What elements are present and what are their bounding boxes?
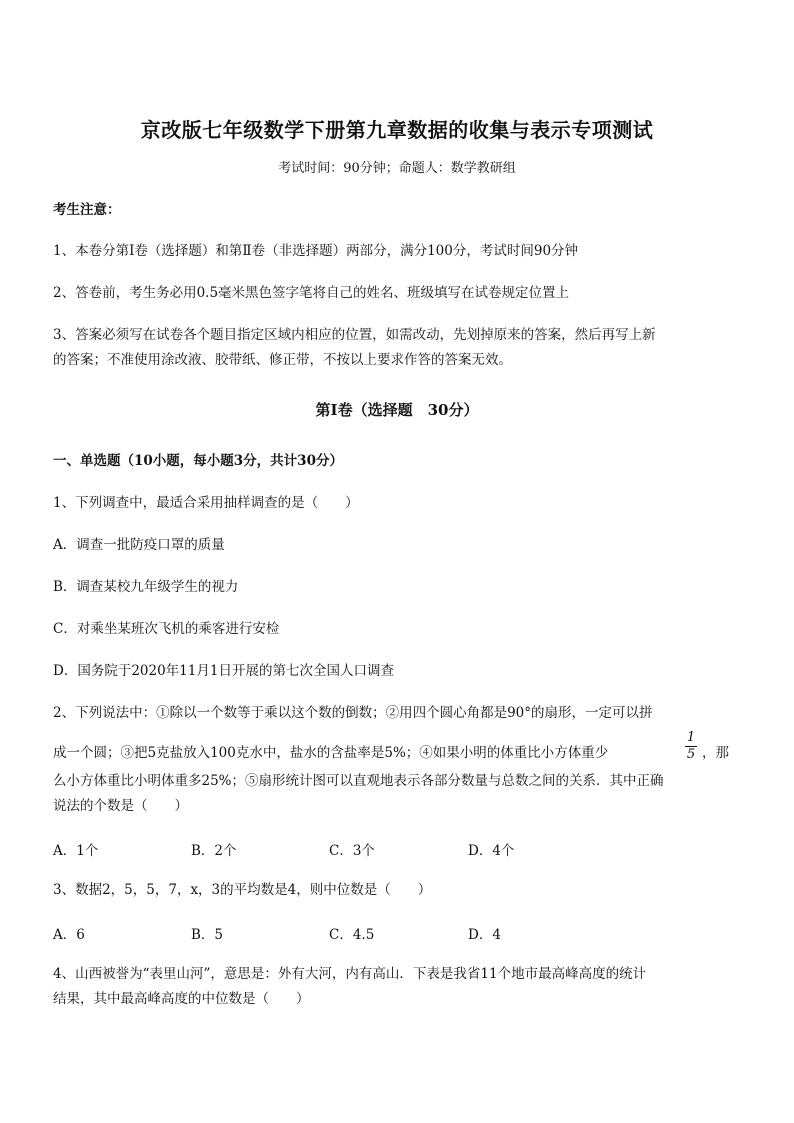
question-2-option-d: D．4个 xyxy=(468,843,515,859)
question-2-option-b: B．2个 xyxy=(191,843,237,859)
question-2-line-3: 么小方体重比小明体重多25%；⑤扇形统计图可以直观地表示各部分数量与总数之间的关系．其中正确 xyxy=(53,773,664,789)
question-2-line-4: 说法的个数是（ ） xyxy=(53,798,188,814)
question-2-line-1: 2、下列说法中：①除以一个数等于乘以这个数的倒数；②用四个圆心角都是90°的扇形，一定可以拼 xyxy=(53,705,653,721)
question-3-option-c: C．4.5 xyxy=(329,927,375,943)
question-4-line-1: 4、山西被誉为“表里山河”，意思是：外有大河，内有高山．下表是我省11个地市最高峰高度的统计 xyxy=(53,966,647,982)
question-3-option-d: D．4 xyxy=(468,927,501,943)
notice-item-3-cont: 的答案；不准使用涂改液、胶带纸、修正带，不按以上要求作答的答案无效。 xyxy=(53,352,512,368)
page-title: 京改版七年级数学下册第九章数据的收集与表示专项测试 xyxy=(140,118,654,142)
question-4-line-2: 结果，其中最高峰高度的中位数是（ ） xyxy=(53,991,310,1007)
section-title: 第Ⅰ卷（选择题 30分） xyxy=(315,401,479,419)
notice-heading: 考生注意： xyxy=(53,202,121,218)
notice-item-2: 2、答卷前，考生务必用0.5毫米黑色签字笔将自己的姓名、班级填写在试卷规定位置上 xyxy=(53,285,570,301)
question-1-option-c: C．对乘坐某班次飞机的乘客进行安检 xyxy=(53,621,280,637)
fraction-one-fifth xyxy=(684,731,698,762)
question-2-line-2: 成一个圆；③把5克盐放入100克水中，盐水的含盐率是5%；④如果小明的体重比小方体重少 xyxy=(53,745,609,761)
question-1-stem: 1、下列调查中，最适合采用抽样调查的是（ ） xyxy=(53,495,359,511)
question-3-option-a: A．6 xyxy=(53,927,85,943)
notice-item-3: 3、答案必须写在试卷各个题目指定区域内相应的位置，如需改动，先划掉原来的答案，然后再写上新 xyxy=(53,327,656,343)
part-heading: 一、单选题（10小题，每小题3分，共计30分） xyxy=(53,453,343,469)
question-1-option-b: B．调查某校九年级学生的视力 xyxy=(53,579,239,595)
notice-item-1: 1、本卷分第Ⅰ卷（选择题）和第Ⅱ卷（非选择题）两部分，满分100分，考试时间90分钟 xyxy=(53,243,579,259)
question-1-option-d: D．国务院于2020年11月1日开展的第七次全国人口调查 xyxy=(53,663,394,679)
question-3-option-b: B．5 xyxy=(191,927,224,943)
question-2-line-2-tail: ，那 xyxy=(702,745,729,761)
fraction-numerator: 1 xyxy=(686,730,696,745)
exam-info: 考试时间：90分钟；命题人：数学教研组 xyxy=(278,161,516,176)
question-2-option-a: A．1个 xyxy=(53,843,99,859)
question-3-stem: 3、数据2，5，5，7，x，3的平均数是4，则中位数是（ ） xyxy=(53,882,432,898)
fraction-denominator: 5 xyxy=(686,747,696,762)
question-1-option-a: A．调查一批防疫口罩的质量 xyxy=(53,537,225,553)
question-2-option-c: C．3个 xyxy=(329,843,375,859)
